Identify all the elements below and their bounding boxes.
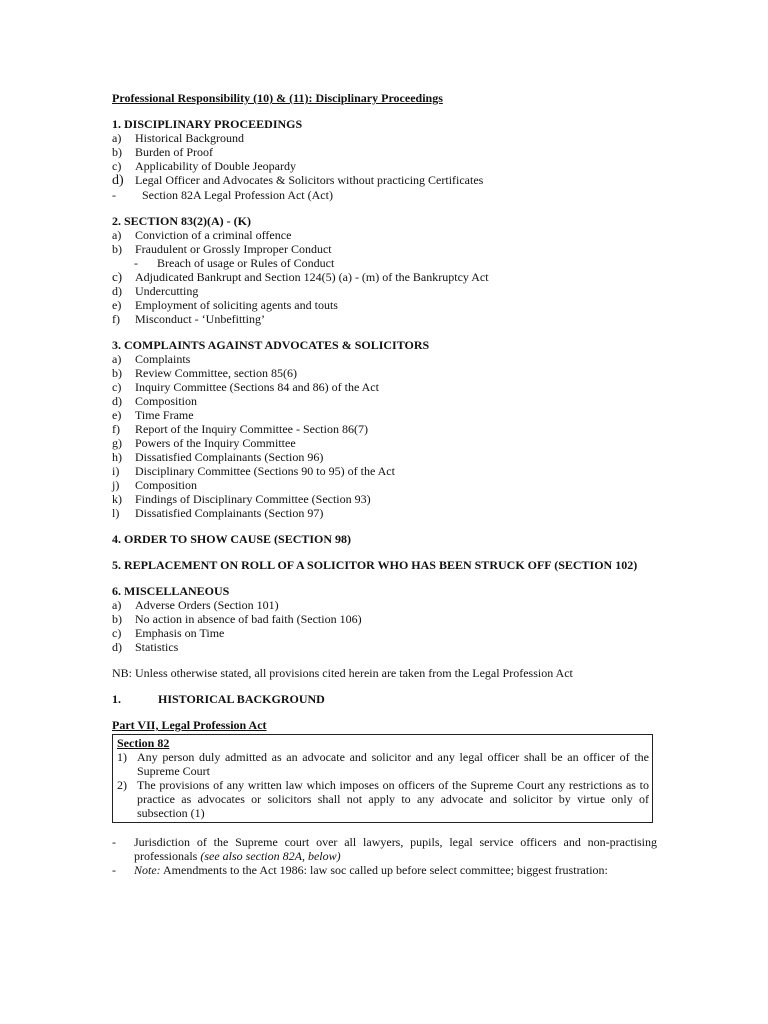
bullet-item: - Jurisdiction of the Supreme court over all lawyers, pupils, legal service officers and non-practising professionals (see also section 82A, below) (112, 835, 657, 863)
part-heading: Part VII, Legal Profession Act (112, 718, 267, 732)
list-item: e) Time Frame (112, 408, 194, 422)
bullet-item: - Note: Amendments to the Act 1986: law soc called up before select committee; biggest frustration: (112, 863, 608, 877)
box-title: Section 82 (117, 736, 170, 750)
bullet-text: Amendments to the Act 1986: law soc called up before select committee; biggest frustration: (160, 863, 608, 877)
section-5 (112, 558, 657, 572)
sub-item: - Breach of usage or Rules of Conduct (134, 256, 335, 270)
list-item: d) Legal Officer and Advocates & Solicitors without practicing Certificates (112, 173, 484, 188)
historical-heading: 1. HISTORICAL BACKGROUND (112, 692, 325, 706)
bullet-italic: (see also section 82A, below) (200, 849, 341, 863)
list-item: b) No action in absence of bad faith (Section 106) (112, 612, 362, 626)
section-heading: 6. MISCELLANEOUS (112, 584, 230, 598)
list-item: a) Conviction of a criminal offence (112, 228, 292, 242)
list-item: d) Undercutting (112, 284, 199, 298)
list-item: d) Composition (112, 394, 198, 408)
list-item: e) Employment of soliciting agents and touts (112, 298, 338, 312)
box-item: 1) Any person duly admitted as an advocate and solicitor and any legal officer shall be an officer of the Supreme Court (117, 750, 649, 778)
section-heading: 2. SECTION 83(2)(A) - (K) (112, 214, 251, 228)
section-3 (112, 338, 657, 520)
section-2 (112, 214, 657, 326)
list-item: h) Dissatisfied Complainants (Section 96) (112, 450, 324, 464)
section-4 (112, 532, 657, 546)
list-item: a) Adverse Orders (Section 101) (112, 598, 279, 612)
list-item: f) Report of the Inquiry Committee - Section 86(7) (112, 422, 368, 436)
document-page (112, 91, 657, 877)
section-heading: 3. COMPLAINTS AGAINST ADVOCATES & SOLICITORS (112, 338, 430, 352)
list-item: b) Burden of Proof (112, 145, 213, 159)
note-paragraph: NB: Unless otherwise stated, all provisions cited herein are taken from the Legal Profession Act (112, 666, 573, 680)
section-heading: 5. REPLACEMENT ON ROLL OF A SOLICITOR WHO HAS BEEN STRUCK OFF (SECTION 102) (112, 558, 638, 572)
sub-item: - Section 82A Legal Profession Act (Act) (112, 188, 333, 202)
list-item: a) Complaints (112, 352, 191, 366)
list-item: c) Adjudicated Bankrupt and Section 124(5) (a) - (m) of the Bankruptcy Act (112, 269, 489, 284)
section-82-box (112, 734, 653, 823)
section-6 (112, 584, 657, 654)
box-item: 2) The provisions of any written law which imposes on officers of the Supreme Court any restrictions as to practice as advocates or solicitors shall not apply to any advocate and solicitor by virtue only of subsection (1) (117, 778, 649, 820)
list-item: j) Composition (112, 478, 198, 492)
list-item: b) Fraudulent or Grossly Improper Conduct (112, 242, 332, 256)
list-item: a) Historical Background (112, 131, 244, 145)
section-heading: 4. ORDER TO SHOW CAUSE (SECTION 98) (112, 532, 352, 546)
bullet-italic-lead: Note: (134, 863, 161, 877)
list-item: b) Review Committee, section 85(6) (112, 366, 297, 380)
list-item: f) Misconduct - ‘Unbefitting’ (112, 312, 265, 326)
list-item: g) Powers of the Inquiry Committee (112, 436, 296, 450)
list-item: l) Dissatisfied Complainants (Section 97) (112, 506, 324, 520)
list-item: c) Emphasis on Time (112, 626, 225, 640)
document-title: Professional Responsibility (10) & (11): Disciplinary Proceedings (112, 91, 443, 105)
list-item: i) Disciplinary Committee (Sections 90 to 95) of the Act (112, 464, 395, 478)
list-item: c) Inquiry Committee (Sections 84 and 86) of the Act (112, 380, 379, 394)
section-1 (112, 117, 657, 202)
section-heading: 1. DISCIPLINARY PROCEEDINGS (112, 117, 303, 131)
list-item: d) Statistics (112, 640, 179, 654)
bullet-text: Jurisdiction of the Supreme court over all lawyers, pupils, legal service officers and non-practising professionals (134, 835, 657, 863)
list-item: k) Findings of Disciplinary Committee (Section 93) (112, 492, 371, 506)
list-item: c) Applicability of Double Jeopardy (112, 159, 296, 173)
